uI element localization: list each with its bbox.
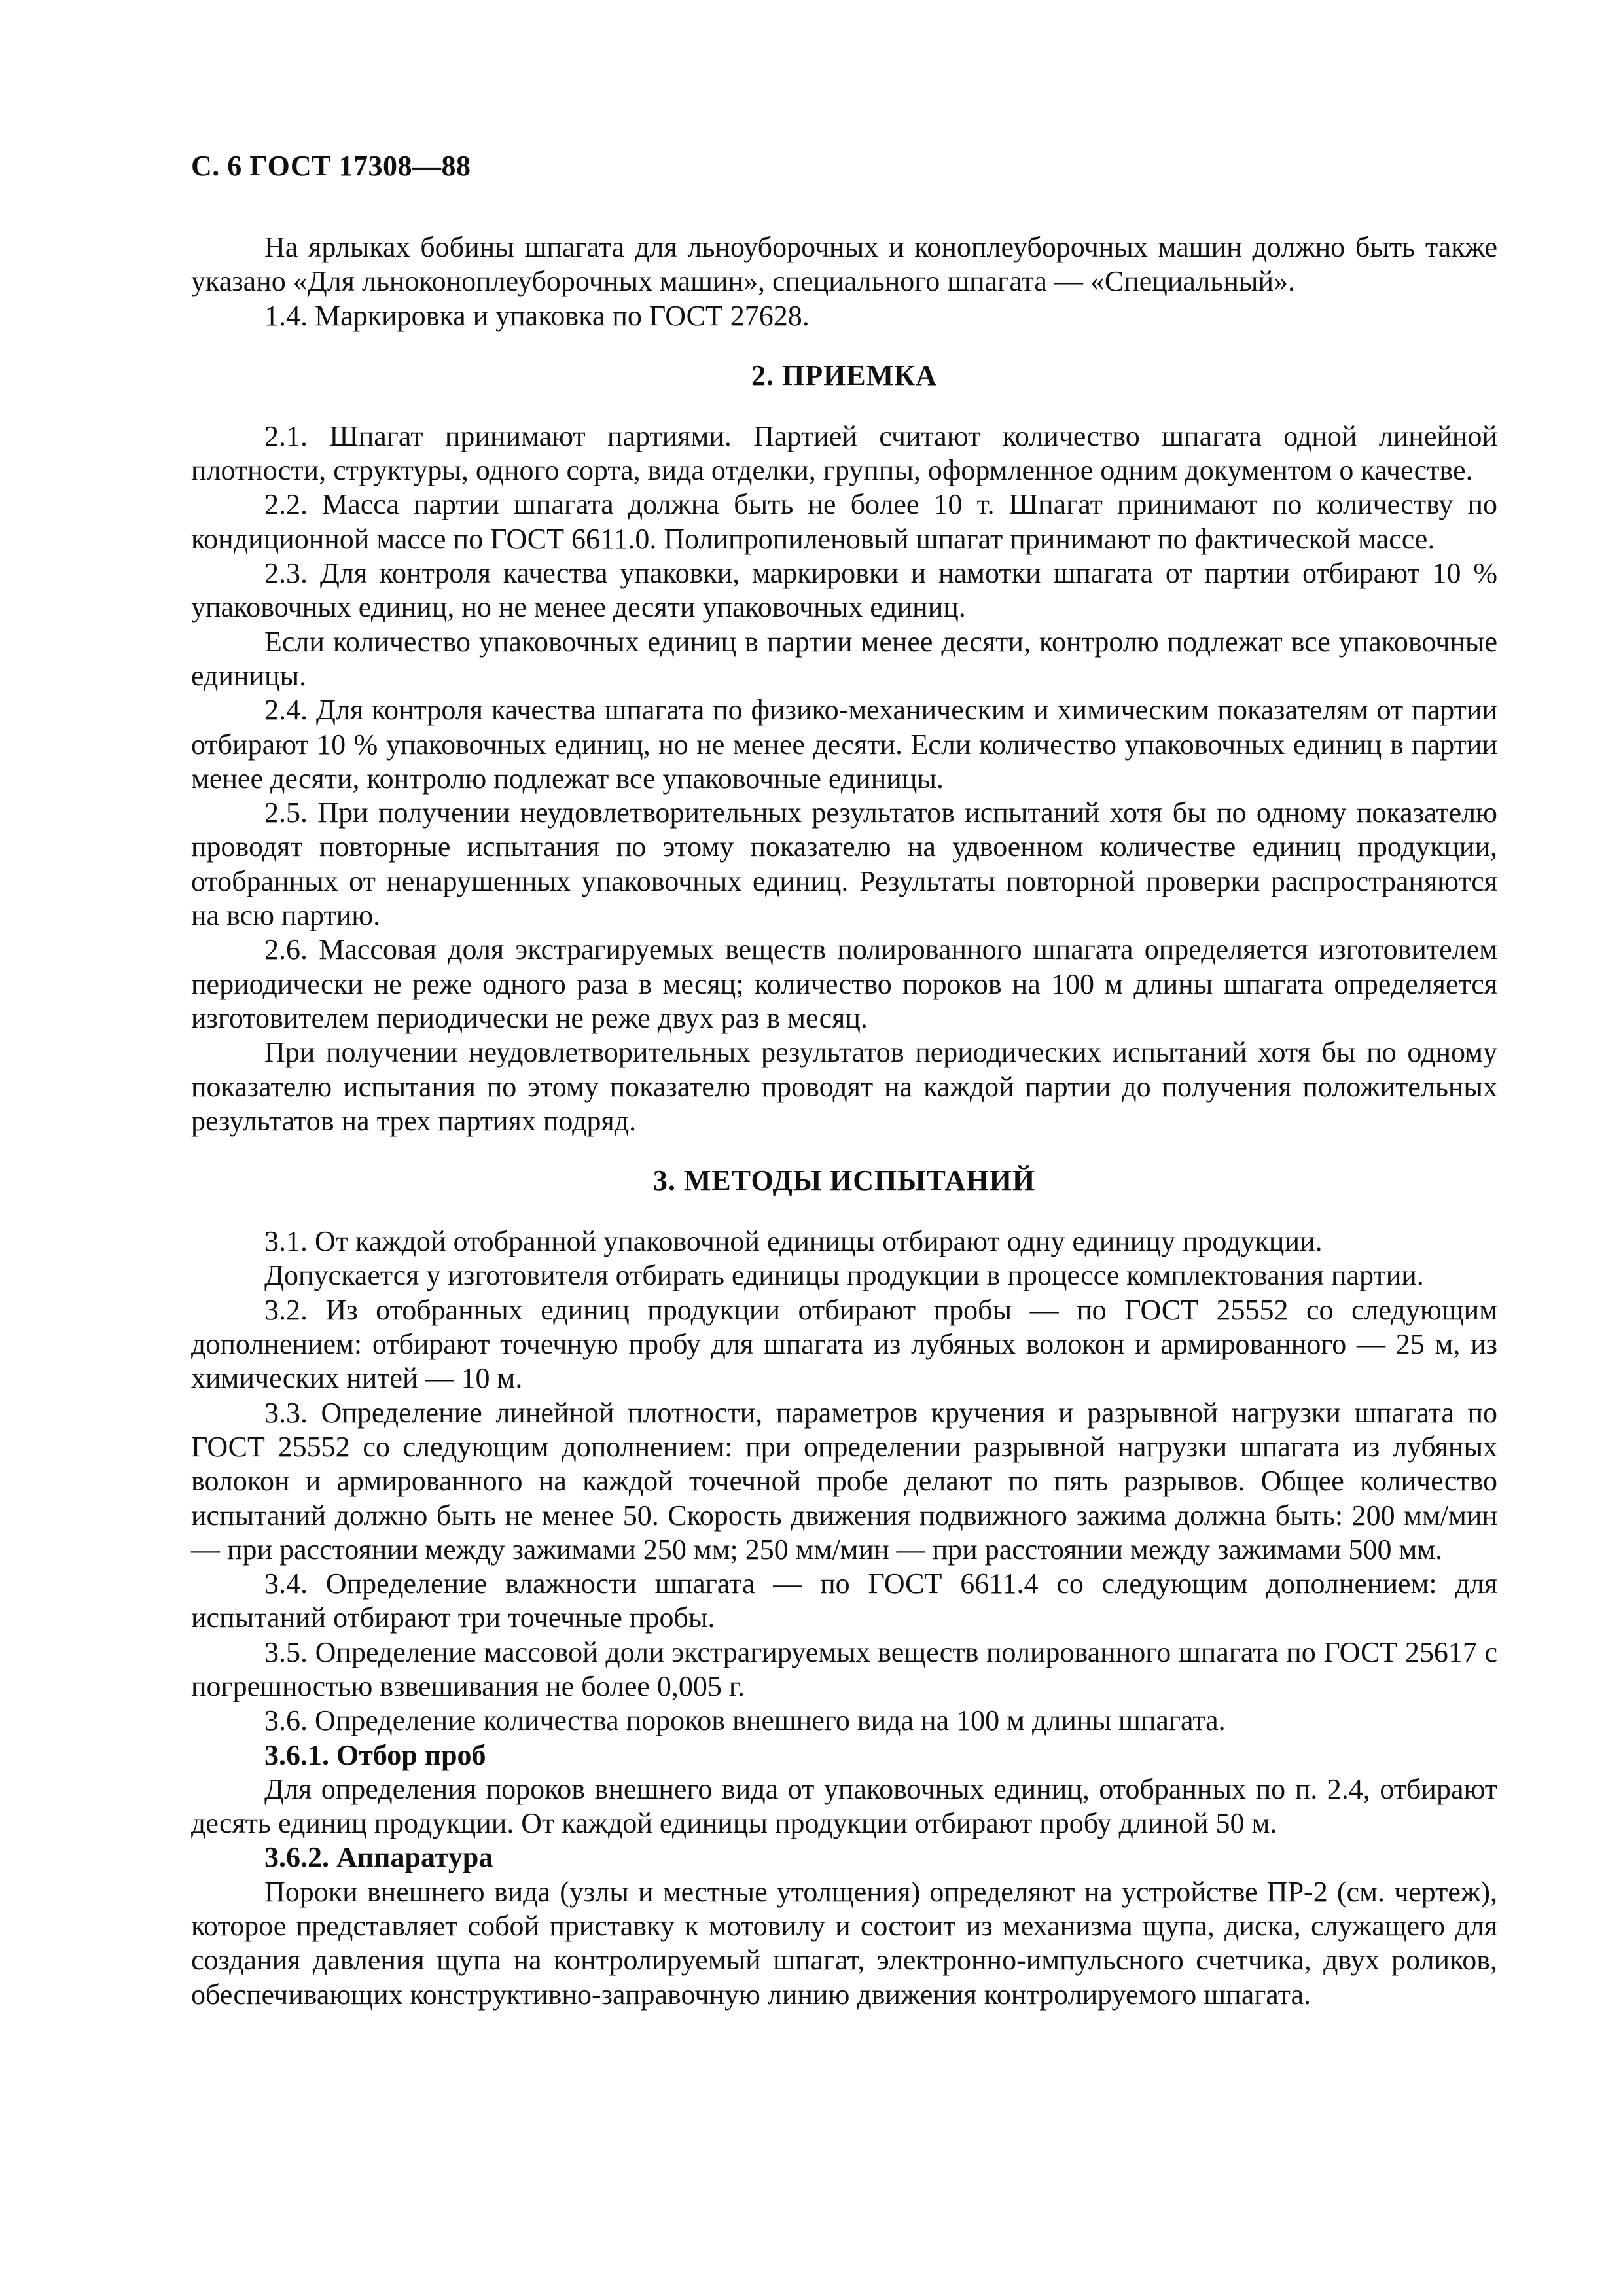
paragraph: 2.1. Шпагат принимают партиями. Партией считают количество шпагата одной линейной плотности, структуры, одного сорта, вида отделки, группы, оформленное одним документом о качестве. <box>191 420 1497 487</box>
running-header: С. 6 ГОСТ 17308—88 <box>191 150 471 182</box>
paragraph: 2.5. При получении неудовлетворительных результатов испытаний хотя бы по одному показателю проводят повторные испытания по этому показателю на удвоенном количестве единиц продукции, отобранных от ненарушенных упаковочных единиц. Результаты повторной проверки распространяются на всю партию. <box>191 797 1497 932</box>
paragraph: 1.4. Маркировка и упаковка по ГОСТ 27628. <box>264 299 810 332</box>
paragraph: Если количество упаковочных единиц в партии менее десяти, контролю подлежат все упаковочные единицы. <box>191 625 1497 692</box>
section-title: 3. МЕТОДЫ ИСПЫТАНИЙ <box>652 1164 1036 1197</box>
paragraph: 3.4. Определение влажности шпагата — по ГОСТ 6611.4 со следующим дополнением: для испытаний отбирают три точечные пробы. <box>191 1568 1497 1634</box>
subsection-heading <box>191 1840 1497 1874</box>
paragraph: 2.3. Для контроля качества упаковки, маркировки и намотки шпагата от партии отбирают 10 % упаковочных единиц, но не менее десяти упаковочных единиц. <box>191 557 1497 624</box>
paragraph: Допускается у изготовителя отбирать единицы продукции в процессе комплектования партии. <box>264 1259 1424 1292</box>
paragraph: 3.2. Из отобранных единиц продукции отбирают пробы — по ГОСТ 25552 со следующим дополнением: отбирают точечную пробу для шпагата из лубяных волокон и армированного — 25 м, из химических нитей — 10 м. <box>191 1293 1497 1395</box>
document-body <box>191 230 1497 2012</box>
paragraph: 2.6. Массовая доля экстрагируемых веществ полированного шпагата определяется изготовителем периодически не реже одного раза в месяц; количество пороков на 100 м длины шпагата определяется изготовителем периодически не реже двух раз в месяц. <box>191 933 1497 1034</box>
paragraph: 3.3. Определение линейной плотности, параметров кручения и разрывной нагрузки шпагата по ГОСТ 25552 со следующим дополнением: при определении разрывной нагрузки шпагата из лубяных волокон и армированного на каждой точечной пробе делают по пять разрывов. Общее количество испытаний должно быть не менее 50. Скорость движения подвижного зажима должна быть: 200 мм/мин — при расстоянии между зажимами 250 мм; 250 мм/мин — при расстоянии между зажимами 500 мм. <box>191 1396 1497 1566</box>
paragraph: На ярлыках бобины шпагата для льноуборочных и коноплеуборочных машин должно быть также указано «Для льноконоплеуборочных машин», специального шпагата — «Специальный». <box>191 231 1497 298</box>
paragraph: 3.6. Определение количества пороков внешнего вида на 100 м длины шпагата. <box>264 1704 1226 1737</box>
paragraph: 3.1. От каждой отобранной упаковочной единицы отбирают одну единицу продукции. <box>264 1225 1323 1258</box>
paragraph: 2.2. Масса партии шпагата должна быть не более 10 т. Шпагат принимают по количеству по кондиционной массе по ГОСТ 6611.0. Полипропиленовый шпагат принимают по фактической массе. <box>191 488 1497 555</box>
paragraph: При получении неудовлетворительных результатов периодических испытаний хотя бы по одному показателю испытания по этому показателю проводят на каждой партии до получения положительных результатов на трех партиях подряд. <box>191 1036 1497 1137</box>
paragraph: Пороки внешнего вида (узлы и местные утолщения) определяют на устройстве ПР-2 (см. чертеж), которое представляет собой приставку к мотовилу и состоит из механизма щупа, диска, служащего для создания давления щупа на контролируемый шпагат, электронно-импульсного счетчика, двух роликов, обеспечивающих конструктивно-заправочную линию движения контролируемого шпагата. <box>191 1875 1497 2011</box>
section-title: 2. ПРИЕМКА <box>751 359 937 391</box>
subsection-title: 3.6.1. Отбор проб <box>264 1738 486 1771</box>
paragraph: 3.5. Определение массовой доли экстрагируемых веществ полированного шпагата по ГОСТ 25617 с погрешностью взвешивания не более 0,005 г. <box>191 1636 1497 1702</box>
paragraph: 2.4. Для контроля качества шпагата по физико-механическим и химическим показателям от партии отбирают 10 % упаковочных единиц, но не менее десяти. Если количество упаковочных единиц в партии менее десяти, контролю подлежат все упаковочные единицы. <box>191 694 1497 795</box>
subsection-heading <box>191 1738 1497 1772</box>
paragraph: Для определения пороков внешнего вида от упаковочных единиц, отобранных по п. 2.4, отбирают десять единиц продукции. От каждой единицы продукции отбирают пробу длиной 50 м. <box>191 1772 1497 1840</box>
subsection-title: 3.6.2. Аппаратура <box>264 1841 493 1874</box>
